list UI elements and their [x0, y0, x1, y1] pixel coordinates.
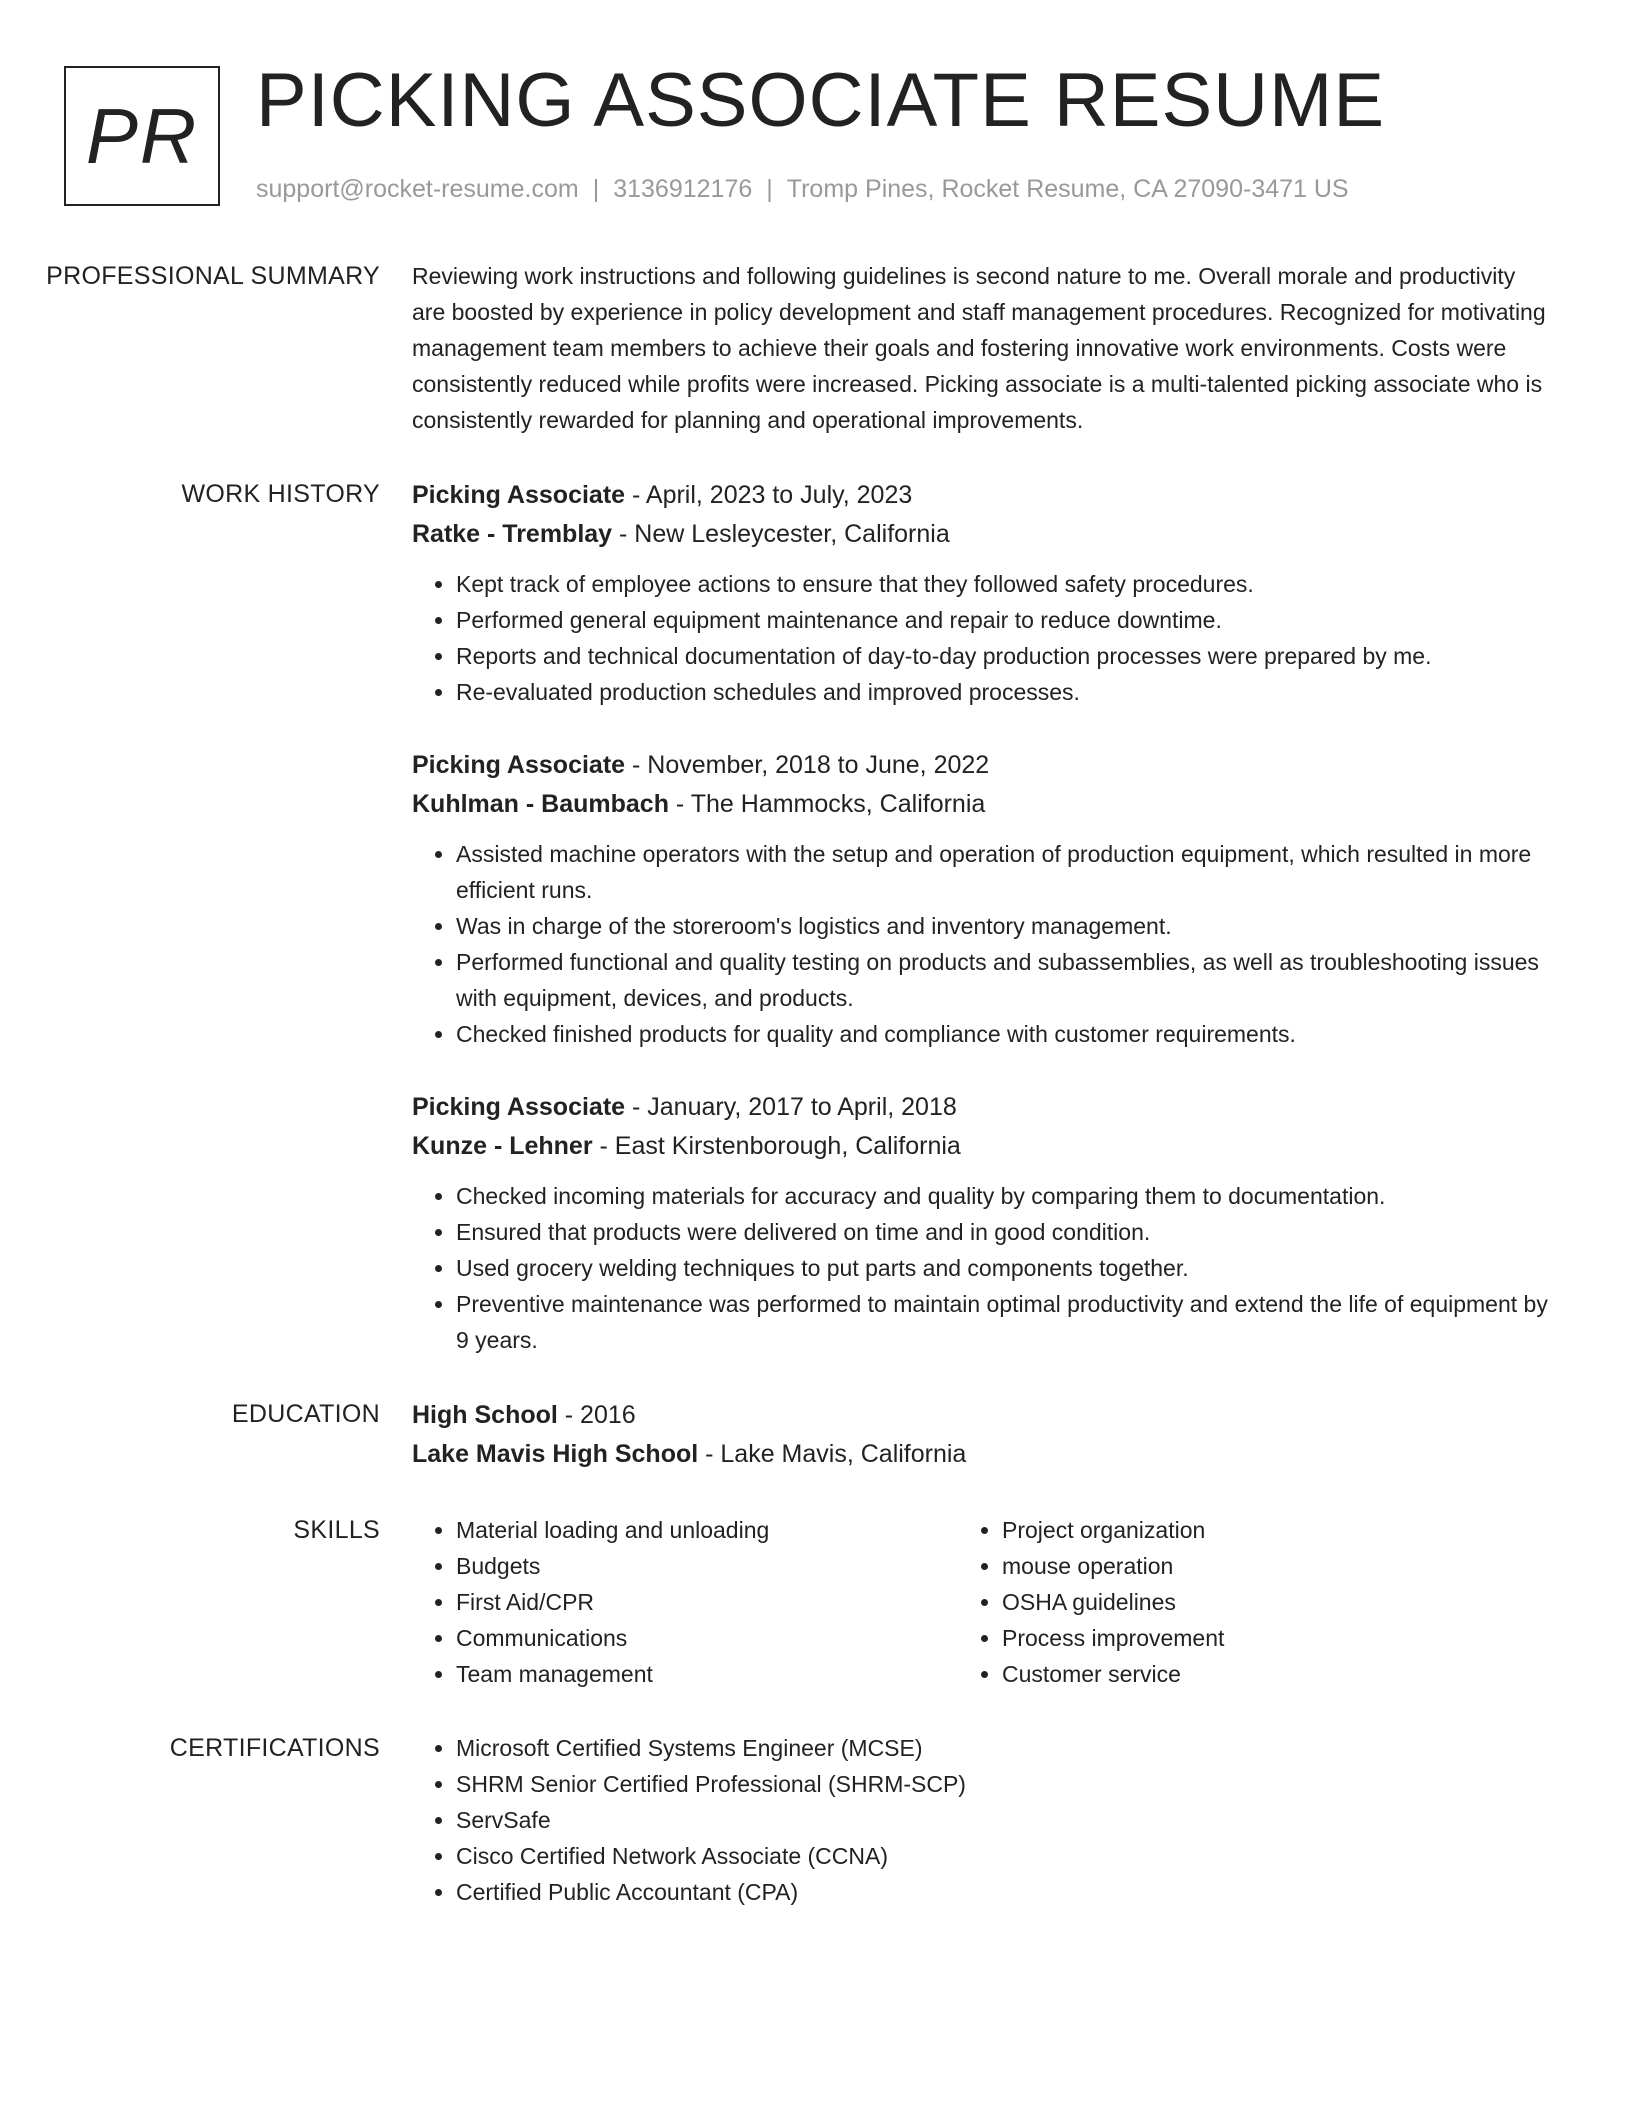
job-location: - East Kirstenborough, California — [592, 1132, 961, 1160]
list-item: • Used grocery welding techniques to put parts and components together. — [456, 1250, 1552, 1286]
job-bullets — [412, 1178, 1552, 1358]
list-item: • Communications — [456, 1620, 958, 1656]
job-title-line — [412, 746, 1552, 785]
job-entry — [412, 746, 1552, 1052]
list-item: • SHRM Senior Certified Professional (SHRM-SCP) — [456, 1766, 1552, 1802]
initials-monogram: PR — [64, 66, 220, 206]
list-item: • Customer service — [1002, 1656, 1504, 1692]
section-label: SKILLS — [293, 1516, 380, 1544]
list-item: • Team management — [456, 1656, 958, 1692]
list-item: • Re-evaluated production schedules and improved processes. — [456, 674, 1552, 710]
education-degree: High School — [412, 1401, 558, 1429]
list-item: • Process improvement — [1002, 1620, 1504, 1656]
list-item: • Certified Public Accountant (CPA) — [456, 1874, 1552, 1910]
resume-content — [0, 258, 1632, 1948]
contact-email[interactable]: support@rocket-resume.com — [256, 175, 579, 203]
job-location: - New Lesleycester, California — [612, 520, 950, 548]
section-summary — [0, 258, 1632, 438]
contact-address: Tromp Pines, Rocket Resume, CA 27090-3471 US — [786, 175, 1349, 203]
skills-list-left — [412, 1512, 958, 1692]
section-certifications — [0, 1730, 1632, 1910]
certifications-list — [412, 1730, 1552, 1910]
list-item: • Project organization — [1002, 1512, 1504, 1548]
list-item: • Cisco Certified Network Associate (CCNA) — [456, 1838, 1552, 1874]
job-company: Ratke - Tremblay — [412, 520, 613, 548]
contact-separator: | — [766, 175, 773, 203]
list-item: • Budgets — [456, 1548, 958, 1584]
job-bullets — [412, 836, 1552, 1052]
list-item: • Assisted machine operators with the setup and operation of production equipment, which resulted in more efficient runs. — [456, 836, 1552, 908]
job-title-line — [412, 476, 1552, 515]
job-entry — [412, 476, 1552, 710]
contact-line — [256, 174, 1349, 204]
section-skills — [0, 1512, 1632, 1692]
education-location: - Lake Mavis, California — [698, 1440, 967, 1468]
list-item: • Performed general equipment maintenance and repair to reduce downtime. — [456, 602, 1552, 638]
list-item: • Kept track of employee actions to ensure that they followed safety procedures. — [456, 566, 1552, 602]
resume-title: PICKING ASSOCIATE RESUME — [256, 58, 1386, 143]
education-school-line — [412, 1435, 1552, 1474]
job-company: Kuhlman - Baumbach — [412, 790, 669, 818]
list-item: • OSHA guidelines — [1002, 1584, 1504, 1620]
list-item: • Microsoft Certified Systems Engineer (MCSE) — [456, 1730, 1552, 1766]
section-label: EDUCATION — [231, 1400, 380, 1428]
section-label: CERTIFICATIONS — [169, 1734, 380, 1762]
list-item: • Was in charge of the storeroom's logistics and inventory management. — [456, 908, 1552, 944]
job-company: Kunze - Lehner — [412, 1132, 593, 1160]
list-item: • Material loading and unloading — [456, 1512, 958, 1548]
education-year: - 2016 — [557, 1401, 636, 1429]
job-company-line — [412, 1127, 1552, 1166]
job-dates: - April, 2023 to July, 2023 — [625, 481, 913, 509]
summary-text: Reviewing work instructions and following guidelines is second nature to me. Overall morale and productivity are boosted by experience in policy development and staff management procedures. Recognized for motivating management team members to achieve their goals and fostering innovative work environments. Costs were consistently reduced while profits were increased. Picking associate is a multi-talented picking associate who is consistently rewarded for planning and operational improvements. — [412, 263, 1546, 433]
section-work-history — [0, 476, 1632, 1358]
job-title: Picking Associate — [412, 1093, 626, 1121]
job-dates: - November, 2018 to June, 2022 — [625, 751, 990, 779]
contact-phone[interactable]: 3136912176 — [613, 175, 753, 203]
contact-separator: | — [592, 175, 600, 203]
job-title: Picking Associate — [412, 751, 626, 779]
list-item: • Checked incoming materials for accuracy and quality by comparing them to documentation. — [456, 1178, 1552, 1214]
list-item: • Performed functional and quality testing on products and subassemblies, as well as troubleshooting issues with equipment, devices, and products. — [456, 944, 1552, 1016]
section-label: WORK HISTORY — [181, 480, 380, 508]
education-degree-line — [412, 1396, 1552, 1435]
list-item: • mouse operation — [1002, 1548, 1504, 1584]
list-item: • Preventive maintenance was performed to maintain optimal productivity and extend the life of equipment by 9 years. — [456, 1286, 1552, 1358]
list-item: • First Aid/CPR — [456, 1584, 958, 1620]
job-title-line — [412, 1088, 1552, 1127]
job-company-line — [412, 785, 1552, 824]
list-item: • Ensured that products were delivered on time and in good condition. — [456, 1214, 1552, 1250]
job-company-line — [412, 515, 1552, 554]
education-school: Lake Mavis High School — [412, 1440, 699, 1468]
job-dates: - January, 2017 to April, 2018 — [625, 1093, 957, 1121]
job-title: Picking Associate — [412, 481, 626, 509]
job-location: - The Hammocks, California — [668, 790, 986, 818]
jobs-list — [412, 476, 1552, 1358]
job-entry — [412, 1088, 1552, 1358]
skills-list-right — [958, 1512, 1504, 1692]
section-label: PROFESSIONAL SUMMARY — [46, 262, 380, 290]
list-item: • Checked finished products for quality and compliance with customer requirements. — [456, 1016, 1552, 1052]
job-bullets — [412, 566, 1552, 710]
list-item: • Reports and technical documentation of day-to-day production processes were prepared by me. — [456, 638, 1552, 674]
section-education — [0, 1396, 1632, 1474]
list-item: • ServSafe — [456, 1802, 1552, 1838]
